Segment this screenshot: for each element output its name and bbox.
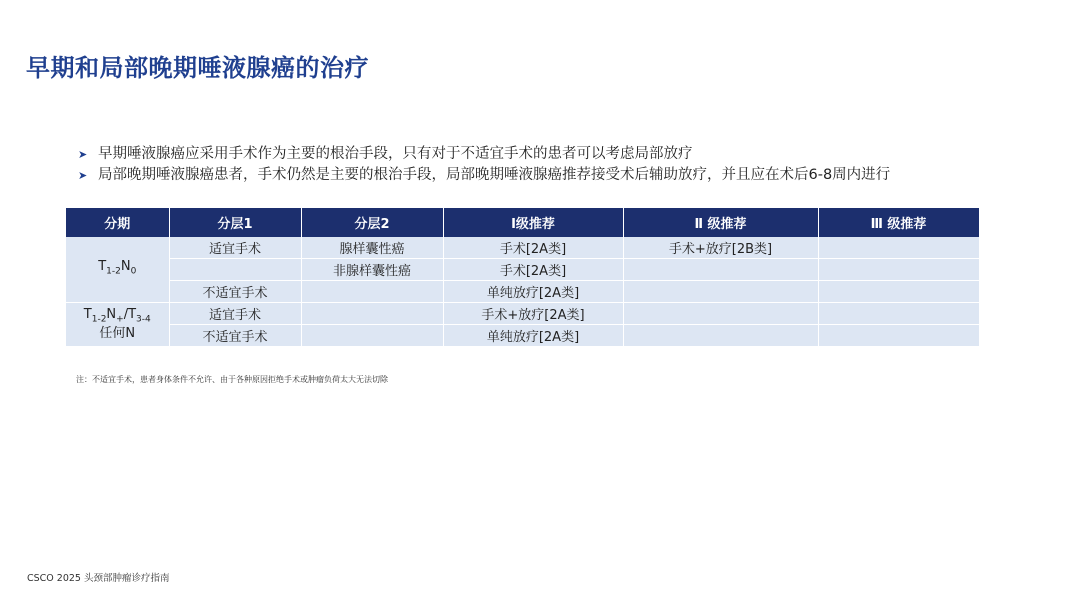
bullet-list: [78, 144, 890, 186]
recommendation-table: [66, 208, 980, 347]
table-cell: [301, 303, 443, 325]
table-cell: 不适宜手术: [169, 281, 301, 303]
bullet-text: 局部晚期唾液腺癌患者，手术仍然是主要的根治手段，局部晚期唾液腺癌推荐接受术后辅助放疗，并且应在术后6-8周内进行: [98, 167, 891, 183]
table-cell: [301, 281, 443, 303]
stage-cell-early: $T_{1-2}N_0$: [66, 237, 169, 303]
table-cell: 单纯放疗[2A类]: [443, 281, 623, 303]
table-cell: [623, 281, 818, 303]
arrow-bullet-icon: ➤: [78, 169, 88, 182]
table-cell: [818, 325, 979, 347]
bullet-item: [78, 165, 890, 186]
table-header-row: [66, 208, 979, 237]
footer-source: CSCO 2025 头颈部肿瘤诊疗指南: [27, 573, 170, 584]
table-cell: 手术+放疗[2B类]: [623, 237, 818, 259]
header-level3: Ⅲ 级推荐: [818, 208, 979, 237]
table-cell: 手术[2A类]: [443, 259, 623, 281]
table-cell: [623, 325, 818, 347]
table-cell: 腺样囊性癌: [301, 237, 443, 259]
table-row: [66, 303, 979, 325]
table-cell: [301, 325, 443, 347]
table-cell: [169, 259, 301, 281]
table-cell: [818, 259, 979, 281]
table-row: [66, 281, 979, 303]
table-note: 注：不适宜手术，患者身体条件不允许、由于各种原因拒绝手术或肿瘤负荷太大无法切除: [76, 375, 388, 384]
header-layer2: 分层2: [301, 208, 443, 237]
page-title: 早期和局部晚期唾液腺癌的治疗: [26, 54, 369, 82]
table-cell: 适宜手术: [169, 303, 301, 325]
table-cell: 非腺样囊性癌: [301, 259, 443, 281]
table-row: [66, 259, 979, 281]
header-level2: Ⅱ 级推荐: [623, 208, 818, 237]
header-layer1: 分层1: [169, 208, 301, 237]
table-row: [66, 237, 979, 259]
table-cell: [818, 303, 979, 325]
table-cell: 单纯放疗[2A类]: [443, 325, 623, 347]
table-cell: [818, 237, 979, 259]
header-level1: Ⅰ级推荐: [443, 208, 623, 237]
table-cell: 适宜手术: [169, 237, 301, 259]
stage-cell-advanced: $T_{1-2}N_+/T_{3-4}$ 任何N: [66, 303, 169, 347]
table-row: [66, 325, 979, 347]
bullet-item: [78, 144, 890, 165]
table-cell: [818, 281, 979, 303]
header-stage: 分期: [66, 208, 169, 237]
table-cell: [623, 303, 818, 325]
table-cell: [623, 259, 818, 281]
table-cell: 手术+放疗[2A类]: [443, 303, 623, 325]
table-cell: 不适宜手术: [169, 325, 301, 347]
bullet-text: 早期唾液腺癌应采用手术作为主要的根治手段，只有对于不适宜手术的患者可以考虑局部放疗: [98, 146, 693, 162]
table-cell: 手术[2A类]: [443, 237, 623, 259]
arrow-bullet-icon: ➤: [78, 148, 88, 161]
